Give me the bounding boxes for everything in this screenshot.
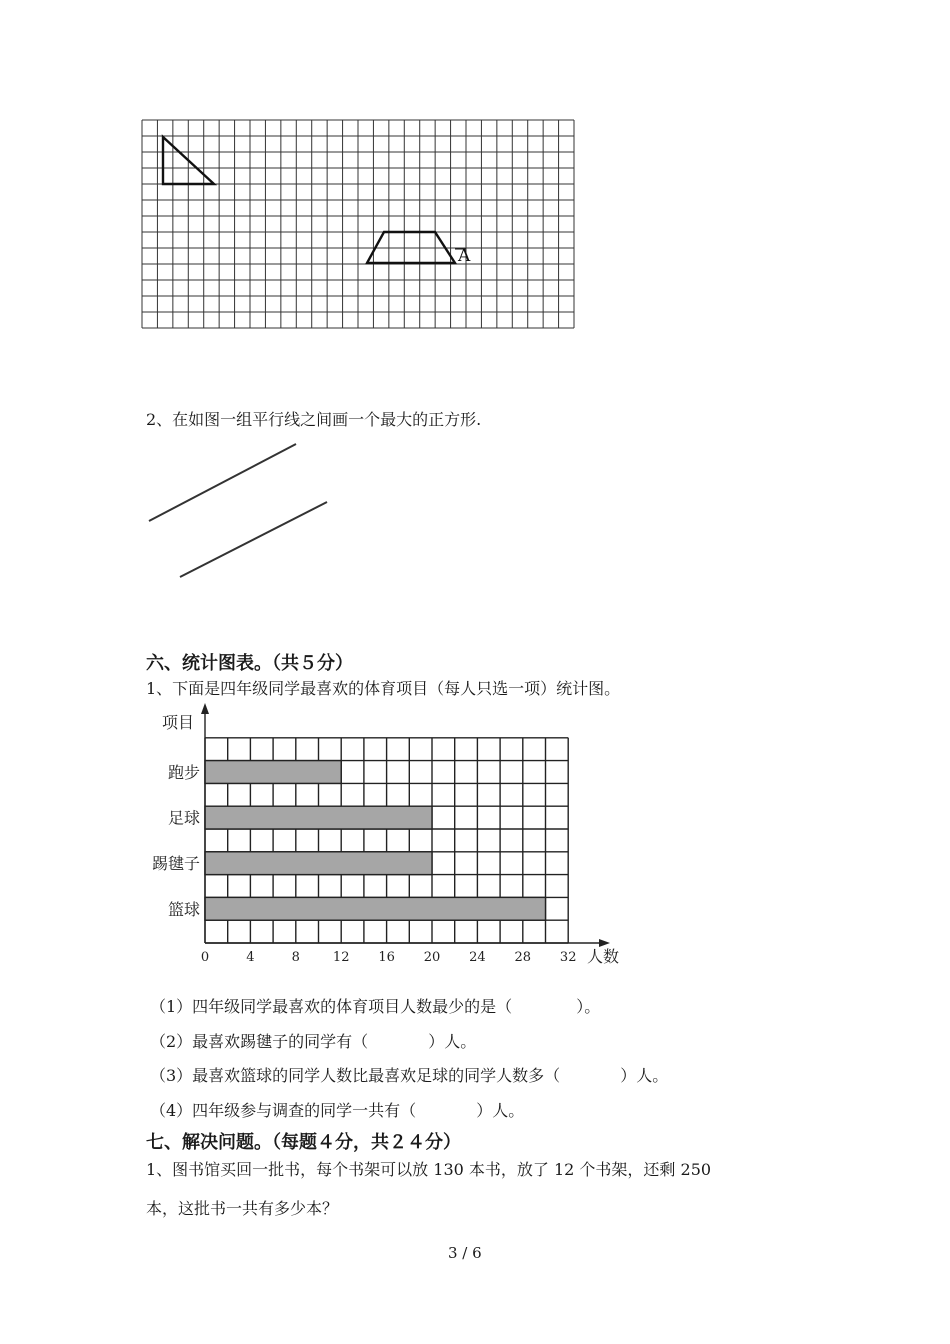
category-label-4: 篮球 — [167, 899, 200, 919]
parallel-line-upper — [149, 444, 296, 521]
section-7-question-1-line-1: 1、图书馆买回一批书，每个书架可以放 130 本书，放了 12 个书架，还剩 250 — [146, 1160, 712, 1179]
sports-bar-chart — [140, 700, 640, 970]
x-tick-label: 28 — [514, 950, 532, 965]
x-tick-label: 0 — [200, 950, 210, 965]
subquestion-4-text: （4）四年级参与调查的同学一共有（ — [150, 1101, 417, 1120]
subquestion-4 — [150, 1098, 524, 1121]
x-tick-label: 16 — [378, 950, 395, 965]
question-2-text: 2、在如图一组平行线之间画一个最大的正方形. — [146, 410, 482, 429]
page-number: 3 / 6 — [448, 1244, 482, 1262]
bar-1 — [205, 761, 341, 784]
subquestion-2 — [150, 1029, 476, 1052]
x-tick-label: 24 — [469, 950, 486, 965]
section-6-title: 六、统计图表。（共５分） — [146, 653, 353, 674]
x-axis-arrow — [599, 939, 610, 947]
section-7-question-1-line-2: 本，这批书一共有多少本？ — [146, 1199, 339, 1218]
subquestion-2-suffix: ）人。 — [428, 1032, 477, 1051]
x-tick-label: 12 — [332, 950, 350, 965]
bar-4 — [205, 897, 546, 920]
category-label-2: 足球 — [167, 808, 200, 828]
x-tick-label: 20 — [423, 950, 441, 965]
bar-3 — [205, 852, 432, 875]
shape-grid-figure — [138, 116, 578, 332]
x-tick-label: 8 — [291, 950, 300, 965]
parallel-lines-figure — [140, 432, 340, 592]
point-label-a: A — [458, 246, 471, 266]
subquestion-3-text: （3）最喜欢篮球的同学人数比最喜欢足球的同学人数多（ — [150, 1066, 561, 1085]
section-7-title: 七、解决问题。（每题４分，共２４分） — [146, 1132, 461, 1153]
parallel-line-lower — [180, 502, 327, 577]
x-axis-title: 人数 — [587, 947, 620, 966]
subquestion-3 — [150, 1063, 668, 1086]
x-tick-label: 32 — [559, 950, 577, 965]
x-tick-label: 4 — [246, 950, 255, 965]
subquestion-1-text: （1）四年级同学最喜欢的体育项目人数最少的是（ — [150, 997, 513, 1016]
bar-2 — [205, 806, 432, 829]
subquestion-1 — [150, 994, 600, 1017]
category-label-3: 踢毽子 — [151, 854, 200, 874]
y-axis-arrow — [201, 703, 209, 714]
subquestion-1-suffix: ）。 — [576, 997, 601, 1016]
subquestion-4-suffix: ）人。 — [476, 1101, 525, 1120]
subquestion-3-suffix: ）人。 — [620, 1066, 669, 1085]
section-6-question-1: 1、下面是四年级同学最喜欢的体育项目（每人只选一项）统计图。 — [146, 679, 621, 698]
category-label-1: 跑步 — [167, 763, 200, 782]
subquestion-2-text: （2）最喜欢踢毽子的同学有（ — [150, 1032, 369, 1051]
y-axis-title: 项目 — [162, 713, 195, 732]
